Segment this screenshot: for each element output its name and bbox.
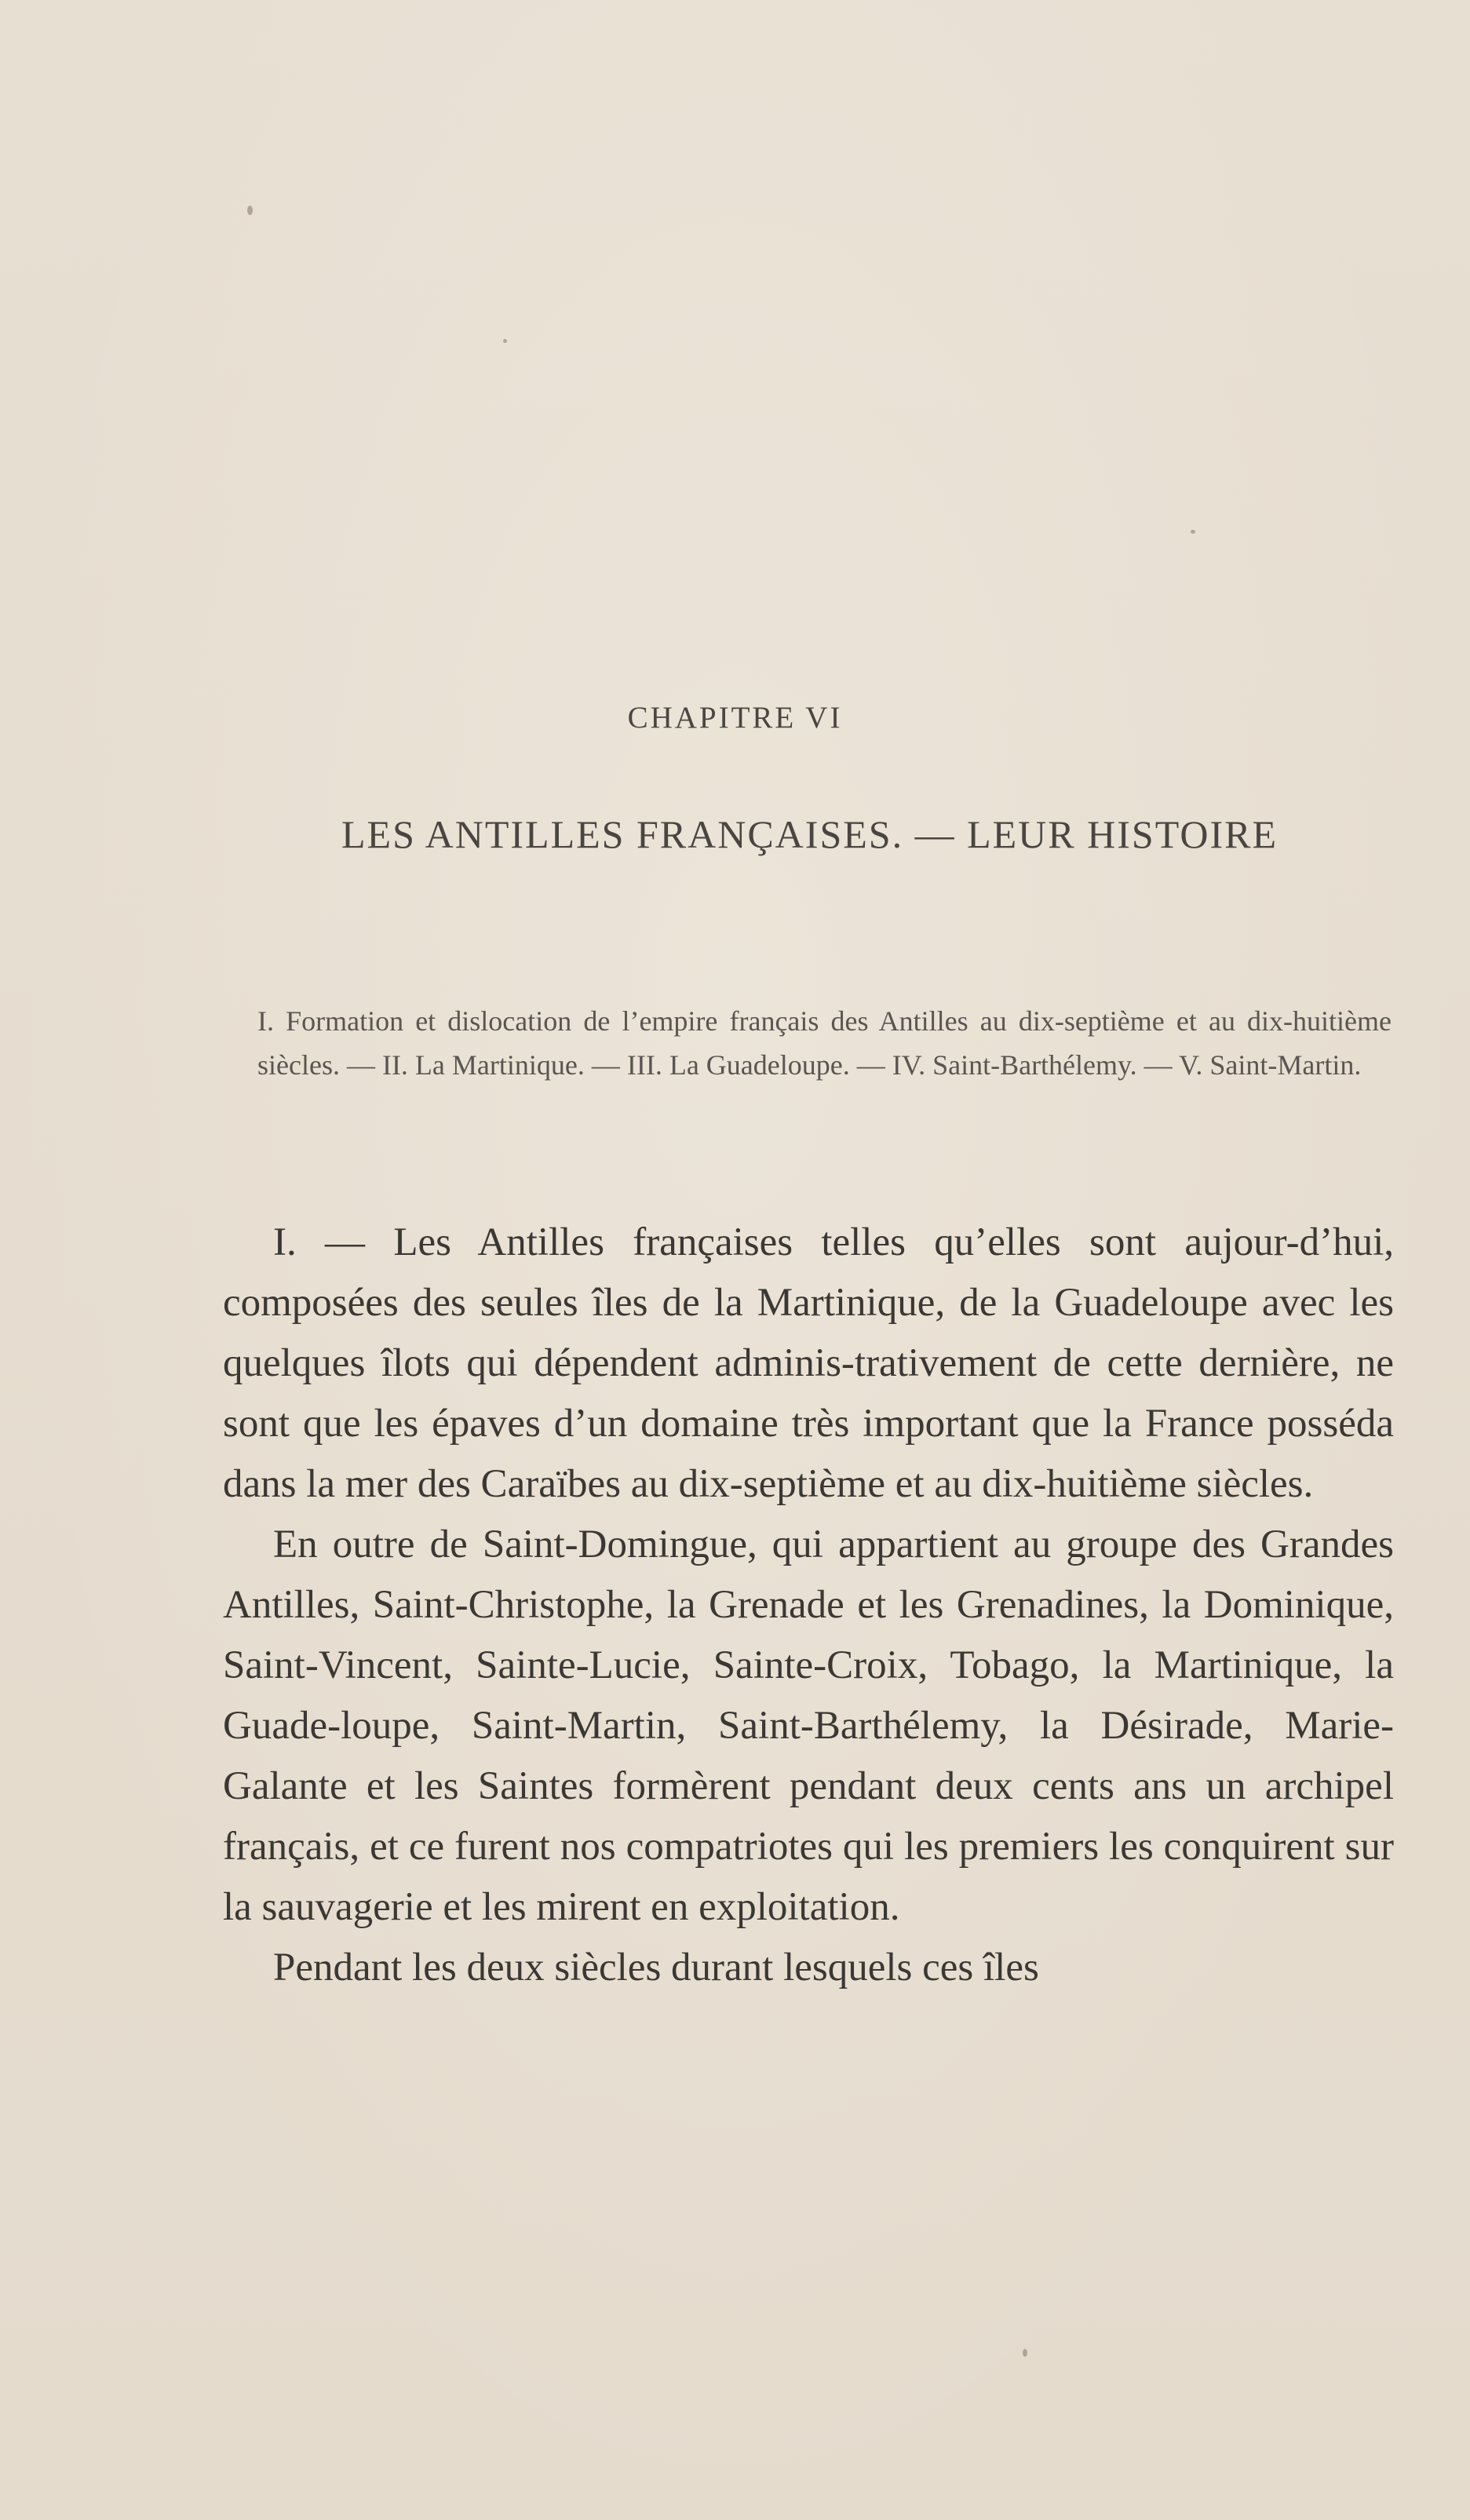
chapter-summary: I. Formation et dislocation de l’empire français des Antilles au dix-septième et au dix-huitième siècles. — II. La Martinique. — III. La Guadeloupe. — IV. Saint-Barthélemy. — V. Saint-Martin. xyxy=(257,1005,1392,1081)
paragraph: En outre de Saint-Domingue, qui appartient au groupe des Grandes Antilles, Saint-Christophe, la Grenade et les Grenadines, la Dominique, Saint-Vincent, Sainte-Lucie, Sainte-Croix, Tobago, la Martinique, la Guade-loupe, Saint-Martin, Saint-Barthélemy, la Désirade, Marie-Galante et les Saintes formèrent pendant deux cents ans un archipel français, et ce furent nos compatriotes qui les premiers les conquirent sur la sauvagerie et les mirent en exploitation. xyxy=(223,1523,1394,1929)
paragraph: I. — Les Antilles françaises telles qu’elles sont aujour-d’hui, composées des seules îles de la Martinique, de la Guadeloupe avec les quelques îlots qui dépendent adminis-trativement de cette dernière, ne sont que les épaves d’un domaine très important que la France posséda dans la mer des Caraïbes au dix-septième et au dix-huitième siècles. xyxy=(223,1220,1394,1506)
ink-speck xyxy=(503,339,507,343)
ink-speck xyxy=(247,206,253,215)
ink-speck xyxy=(1023,2349,1027,2357)
ink-speck xyxy=(1191,530,1195,534)
chapter-number: CHAPITRE VI xyxy=(627,701,843,735)
body-text xyxy=(223,1213,1394,1998)
paragraph: Pendant les deux siècles durant lesquels ces îles xyxy=(273,1946,1039,1989)
chapter-title: LES ANTILLES FRANÇAISES. — LEUR HISTOIRE xyxy=(341,812,1278,856)
